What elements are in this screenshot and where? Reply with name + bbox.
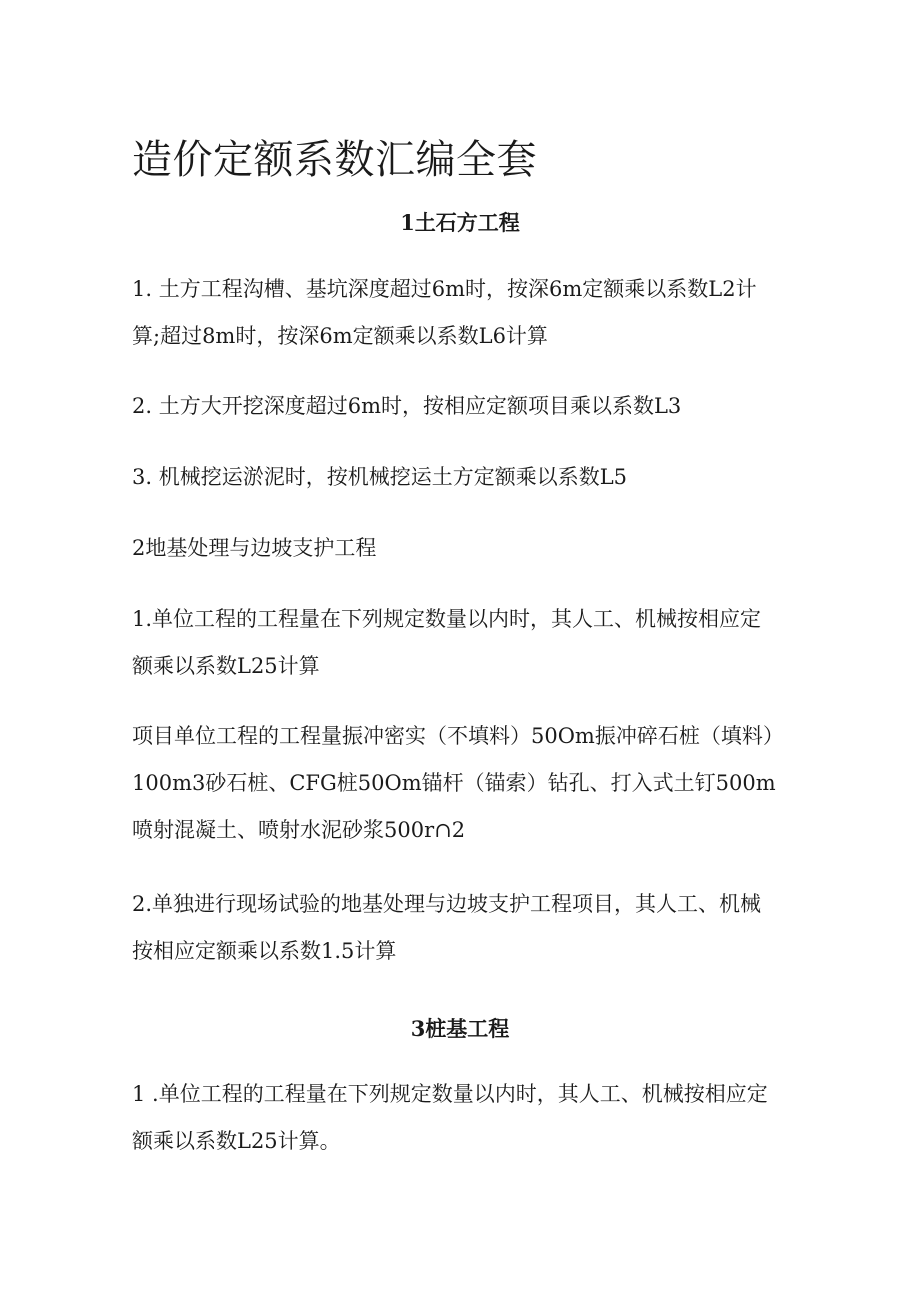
document-title: 造价定额系数汇编全套 (132, 137, 537, 183)
pile-item-1-line-1: 1 .单位工程的工程量在下列规定数量以内时，其人工、机械按相应定 (132, 1082, 768, 1106)
foundation-table-text-line-2: 100m3砂石桩、CFG桩50Om锚杆（锚索）钻孔、打入式土钉500m (132, 771, 776, 795)
section-heading-foundation: 2地基处理与边坡支护工程 (132, 536, 377, 560)
section-heading-pile-foundation: 3桩基工程 (410, 1016, 510, 1041)
pile-item-1-line-2: 额乘以系数L25计算。 (132, 1129, 341, 1153)
earthwork-item-1-line-1: 1. 土方工程沟槽、基坑深度超过6m时，按深6m定额乘以系数L2计 (132, 277, 757, 301)
foundation-item-1 (132, 596, 797, 690)
earthwork-item-1-line-2: 算;超过8m时，按深6m定额乘以系数L6计算 (132, 324, 548, 348)
foundation-table-text-line-3: 喷射混凝土、喷射水泥砂浆500r∩2 (132, 818, 466, 842)
foundation-table-text (132, 713, 797, 854)
section-heading-earthwork: 1土石方工程 (400, 210, 520, 235)
pile-item-1 (132, 1071, 797, 1165)
foundation-item-2 (132, 881, 797, 975)
earthwork-item-3: 3. 机械挖运淤泥时，按机械挖运土方定额乘以系数L5 (132, 465, 628, 489)
foundation-item-1-line-2: 额乘以系数L25计算 (132, 654, 320, 678)
earthwork-item-1 (132, 266, 797, 360)
foundation-item-1-line-1: 1.单位工程的工程量在下列规定数量以内时，其人工、机械按相应定 (132, 607, 762, 631)
foundation-table-text-line-1: 项目单位工程的工程量振冲密实（不填料）50Om振冲碎石桩（填料） (132, 724, 784, 748)
foundation-item-2-line-2: 按相应定额乘以系数1.5计算 (132, 939, 397, 963)
foundation-item-2-line-1: 2.单独进行现场试验的地基处理与边坡支护工程项目，其人工、机械 (132, 892, 762, 916)
earthwork-item-2: 2. 土方大开挖深度超过6m时，按相应定额项目乘以系数L3 (132, 394, 682, 418)
